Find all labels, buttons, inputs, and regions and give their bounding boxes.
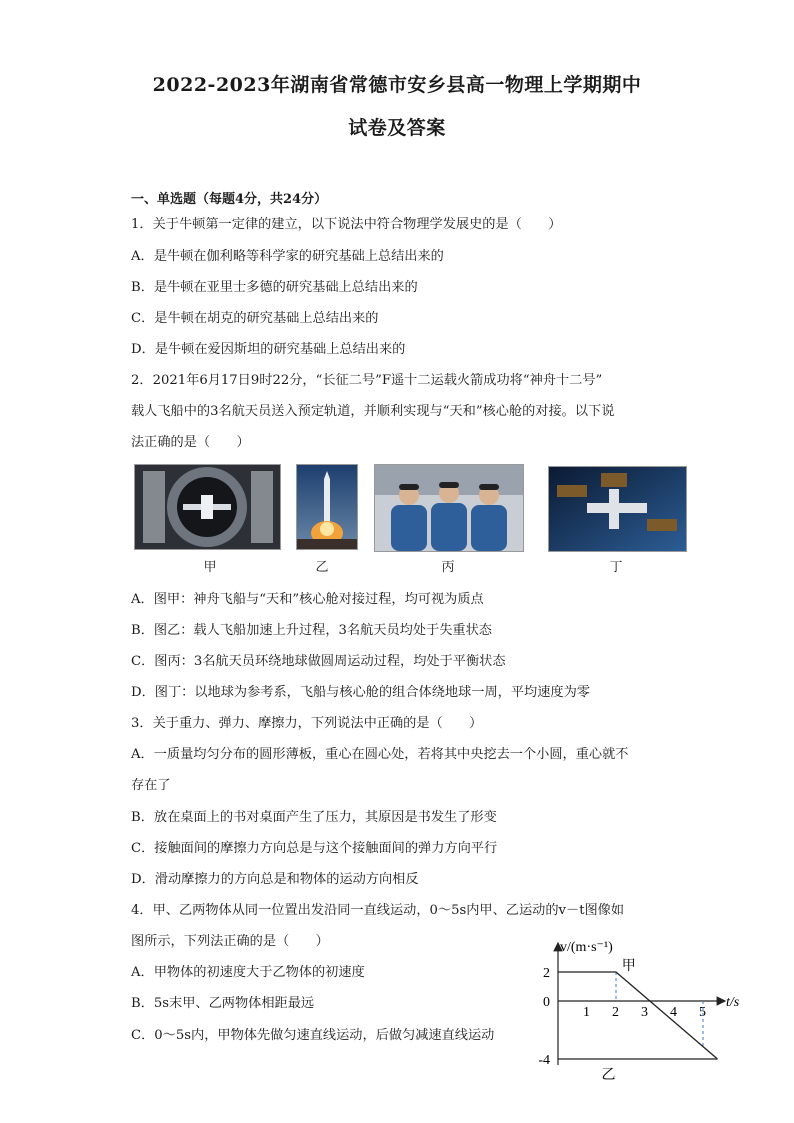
q2-stem-line3: 法正确的是（ ） (131, 435, 250, 450)
q4-option-b: B．5s末甲、乙两物体相距最远 (131, 996, 315, 1011)
q1-option-c: C．是牛顿在胡克的研究基础上总结出来的 (131, 311, 379, 326)
q1-option-b: B．是牛顿在亚里士多德的研究基础上总结出来的 (131, 280, 418, 295)
q2-option-c: C．图丙：3名航天员环绕地球做圆周运动过程，均处于平衡状态 (131, 654, 506, 669)
caption-bing: 丙 (441, 560, 455, 575)
q2-option-b: B．图乙：载人飞船加速上升过程，3名航天员均处于失重状态 (131, 623, 492, 638)
q4-stem-line2: 图所示，下列法正确的是（ ） (131, 934, 329, 949)
q3-option-a-line1: A．一质量均匀分布的圆形薄板，重心在圆心处，若将其中央挖去一个小圆，重心就不 (131, 747, 629, 762)
q4-stem-line1: 4．甲、乙两物体从同一位置出发沿同一直线运动，0～5s内甲、乙运动的v－t图像如 (131, 903, 625, 918)
q3-stem: 3．关于重力、弹力、摩擦力，下列说法中正确的是（ ） (131, 716, 483, 731)
y-tick-label: 0 (543, 995, 550, 1010)
photo-space-station (548, 466, 687, 552)
q3-option-b: B．放在桌面上的书对桌面产生了压力，其原因是书发生了形变 (131, 810, 497, 825)
series-label-yi: 乙 (601, 1068, 616, 1083)
q3-option-c: C．接触面间的摩擦力方向总是与这个接触面间的弹力方向平行 (131, 841, 498, 856)
vt-graph (520, 935, 750, 1083)
q1-option-a: A．是牛顿在伽利略等科学家的研究基础上总结出来的 (131, 249, 444, 264)
x-tick-label: 2 (612, 1005, 619, 1020)
y-tick-label: -4 (538, 1053, 550, 1068)
q3-option-a-line2: 存在了 (131, 778, 171, 793)
caption-jia: 甲 (203, 560, 217, 575)
y-tick-label: 2 (543, 966, 550, 981)
paper-title-line2: 试卷及答案 (348, 117, 446, 139)
photo-rocket-launch (296, 464, 358, 550)
paper-title-line1: 2022-2023年湖南省常德市安乡县高一物理上学期期中 (152, 74, 642, 96)
q2-stem-line2: 载人飞船中的3名航天员送入预定轨道，并顺利实现与“天和”核心舱的对接。以下说 (131, 404, 615, 419)
x-tick-label: 3 (641, 1005, 648, 1020)
caption-ding: 丁 (609, 560, 623, 575)
q4-option-c: C．0～5s内，甲物体先做匀速直线运动，后做匀减速直线运动 (131, 1028, 495, 1043)
caption-yi: 乙 (315, 560, 329, 575)
photo-astronauts (374, 464, 524, 552)
series-label-jia: 甲 (621, 959, 636, 974)
q2-option-d: D．图丁：以地球为参考系，飞船与核心舱的组合体绕地球一周，平均速度为零 (131, 685, 590, 700)
q2-stem-line1: 2．2021年6月17日9时22分，“长征二号”F遥十二运载火箭成功将“神舟十二号” (131, 373, 603, 388)
section-heading: 一、单选题（每题4分，共24分） (131, 192, 328, 207)
y-axis-label: v/(m·s⁻¹) (560, 940, 613, 955)
q1-option-d: D．是牛顿在爱因斯坦的研究基础上总结出来的 (131, 342, 406, 357)
q4-option-a: A．甲物体的初速度大于乙物体的初速度 (131, 965, 365, 980)
x-tick-label: 5 (699, 1005, 706, 1020)
series-line-jia (558, 972, 718, 1059)
x-tick-label: 1 (583, 1005, 590, 1020)
q3-option-d: D．滑动摩擦力的方向总是和物体的运动方向相反 (131, 872, 419, 887)
x-tick-label: 4 (670, 1005, 677, 1020)
x-axis-label: t/s (726, 995, 740, 1010)
photo-docking (134, 464, 281, 550)
q1-stem: 1．关于牛顿第一定律的建立，以下说法中符合物理学发展史的是（ ） (131, 217, 562, 232)
q2-option-a: A．图甲：神舟飞船与“天和”核心舱对接过程，均可视为质点 (131, 592, 484, 607)
